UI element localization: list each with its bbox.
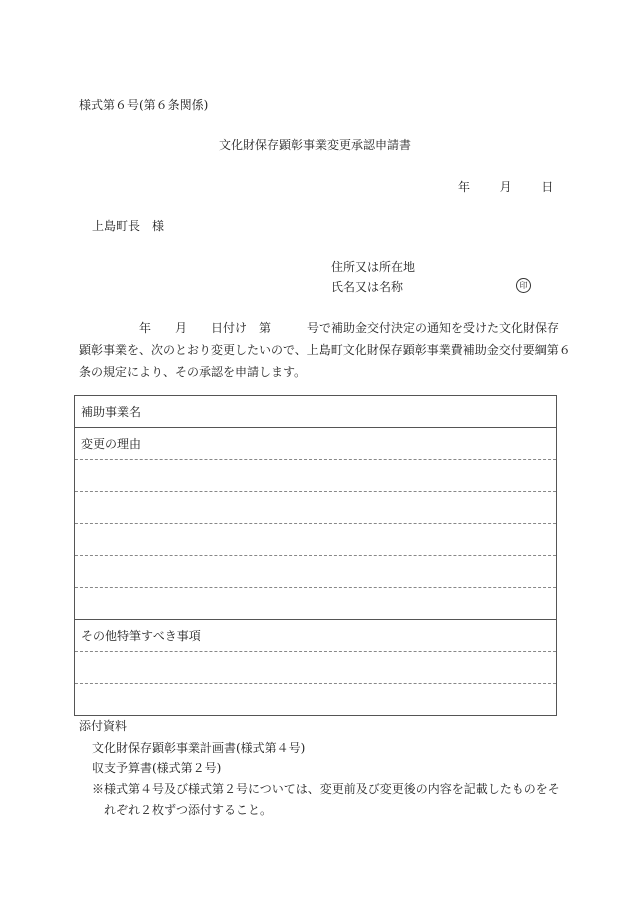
project-name-cell[interactable]: 補助事業名 bbox=[75, 396, 557, 428]
applicant-name-label: 氏名又は名称 bbox=[331, 280, 404, 294]
change-reason-line[interactable] bbox=[75, 556, 557, 588]
attachments-heading: 添付資料 bbox=[79, 719, 128, 733]
document-title: 文化財保存顕彰事業変更承認申請書 bbox=[218, 138, 411, 152]
note-line: ※様式第４号及び様式第２号については、変更前及び変更後の内容を記載したものをそ bbox=[92, 782, 560, 796]
attachment-note bbox=[92, 779, 560, 821]
request-body bbox=[79, 317, 571, 383]
change-reason-line[interactable] bbox=[75, 460, 557, 492]
change-reason-line[interactable] bbox=[75, 588, 557, 620]
other-notes-line[interactable] bbox=[75, 684, 557, 716]
body-line: 条の規定により、その承認を申請します。 bbox=[79, 365, 307, 379]
date-day: 日 bbox=[541, 180, 554, 194]
form-number: 様式第６号(第６条関係) bbox=[79, 98, 209, 112]
attachment-item: 文化財保存顕彰事業計画書(様式第４号) bbox=[92, 741, 306, 755]
other-notes-cell[interactable]: その他特筆すべき事項 bbox=[75, 620, 557, 652]
seal-mark: 印 bbox=[516, 278, 531, 293]
application-form-table bbox=[74, 395, 557, 716]
body-line: 年 月 日付け 第 号で補助金交付決定の通知を受けた文化財保存 bbox=[79, 321, 560, 335]
attachment-item: 収支予算書(様式第２号) bbox=[92, 761, 222, 775]
other-notes-line[interactable] bbox=[75, 652, 557, 684]
body-line: 顕彰事業を、次のとおり変更したいので、上島町文化財保存顕彰事業費補助金交付要綱第６ bbox=[79, 343, 571, 357]
change-reason-cell[interactable]: 変更の理由 bbox=[75, 428, 557, 460]
addressee: 上島町長 様 bbox=[92, 219, 165, 233]
change-reason-line[interactable] bbox=[75, 524, 557, 556]
date-year: 年 bbox=[458, 180, 471, 194]
date-month: 月 bbox=[499, 180, 512, 194]
change-reason-line[interactable] bbox=[75, 492, 557, 524]
note-line: れぞれ２枚ずつ添付すること。 bbox=[92, 803, 273, 817]
date-line bbox=[458, 178, 553, 195]
applicant-address-label: 住所又は所在地 bbox=[331, 260, 416, 274]
